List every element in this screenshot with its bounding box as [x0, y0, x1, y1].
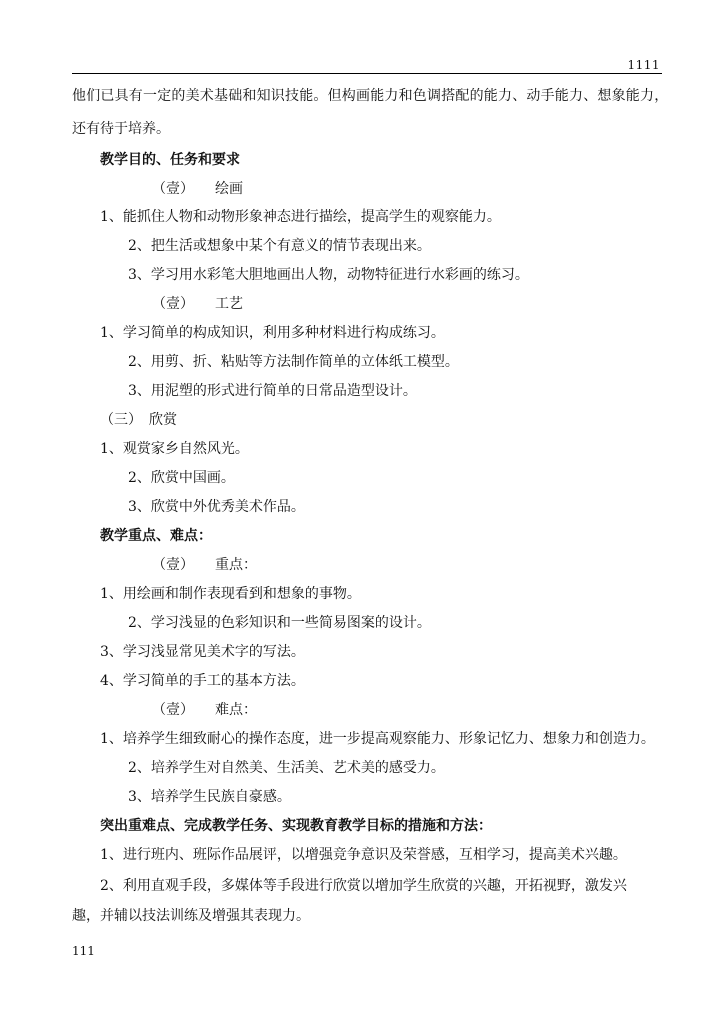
- section-heading: 教学重点、难点：: [100, 528, 212, 544]
- list-item: 2、欣赏中国画。: [128, 470, 235, 486]
- list-item: 1、学习简单的构成知识，利用多种材料进行构成练习。: [100, 325, 445, 341]
- subsection-heading: （壹） 工艺: [152, 296, 243, 312]
- list-item: 2、把生活或想象中某个有意义的情节表现出来。: [128, 238, 431, 254]
- list-item: 1、进行班内、班际作品展评，以增强竞争意识及荣誉感，互相学习，提高美术兴趣。: [100, 847, 627, 863]
- header-rule: [72, 73, 662, 74]
- footer-page-number: 111: [72, 944, 95, 958]
- list-item: 3、欣赏中外优秀美术作品。: [128, 499, 305, 515]
- paragraph-line: 他们已具有一定的美术基础和知识技能。但构画能力和色调搭配的能力、动手能力、想象能力，: [72, 88, 669, 104]
- list-item: 2、用剪、折、粘贴等方法制作简单的立体纸工模型。: [128, 354, 459, 370]
- list-item: 1、培养学生细致耐心的操作态度，进一步提高观察能力、形象记忆力、想象力和创造力。: [100, 731, 655, 747]
- subsection-heading: （壹） 绘画: [152, 181, 243, 197]
- list-item: 1、能抓住人物和动物形象神态进行描绘，提高学生的观察能力。: [100, 209, 501, 225]
- subsection-heading: （三） 欣赏: [100, 412, 177, 428]
- list-item: 2、培养学生对自然美、生活美、艺术美的感受力。: [128, 760, 445, 776]
- subsection-heading: （壹） 重点：: [152, 557, 257, 573]
- section-heading: 突出重难点、完成教学任务、实现教育教学目标的措施和方法：: [100, 818, 492, 834]
- list-item: 1、用绘画和制作表现看到和想象的事物。: [100, 586, 361, 602]
- list-item: 3、培养学生民族自豪感。: [128, 789, 291, 805]
- section-heading: 教学目的、任务和要求: [100, 152, 240, 168]
- header-page-number: 1111: [627, 58, 660, 72]
- list-item: 2、利用直观手段，多媒体等手段进行欣赏以增加学生欣赏的兴趣，开拓视野，激发兴: [100, 878, 627, 894]
- list-item: 4、学习简单的手工的基本方法。: [100, 673, 305, 689]
- paragraph-line: 还有待于培养。: [72, 121, 170, 137]
- list-item: 2、学习浅显的色彩知识和一些简易图案的设计。: [128, 615, 431, 631]
- subsection-heading: （壹） 难点：: [152, 702, 257, 718]
- list-item: 3、学习用水彩笔大胆地画出人物，动物特征进行水彩画的练习。: [128, 267, 529, 283]
- list-item: 3、学习浅显常见美术字的写法。: [100, 644, 305, 660]
- paragraph-line: 趣，并辅以技法训练及增强其表现力。: [72, 908, 310, 924]
- list-item: 1、观赏家乡自然风光。: [100, 441, 249, 457]
- list-item: 3、用泥塑的形式进行简单的日常品造型设计。: [128, 383, 417, 399]
